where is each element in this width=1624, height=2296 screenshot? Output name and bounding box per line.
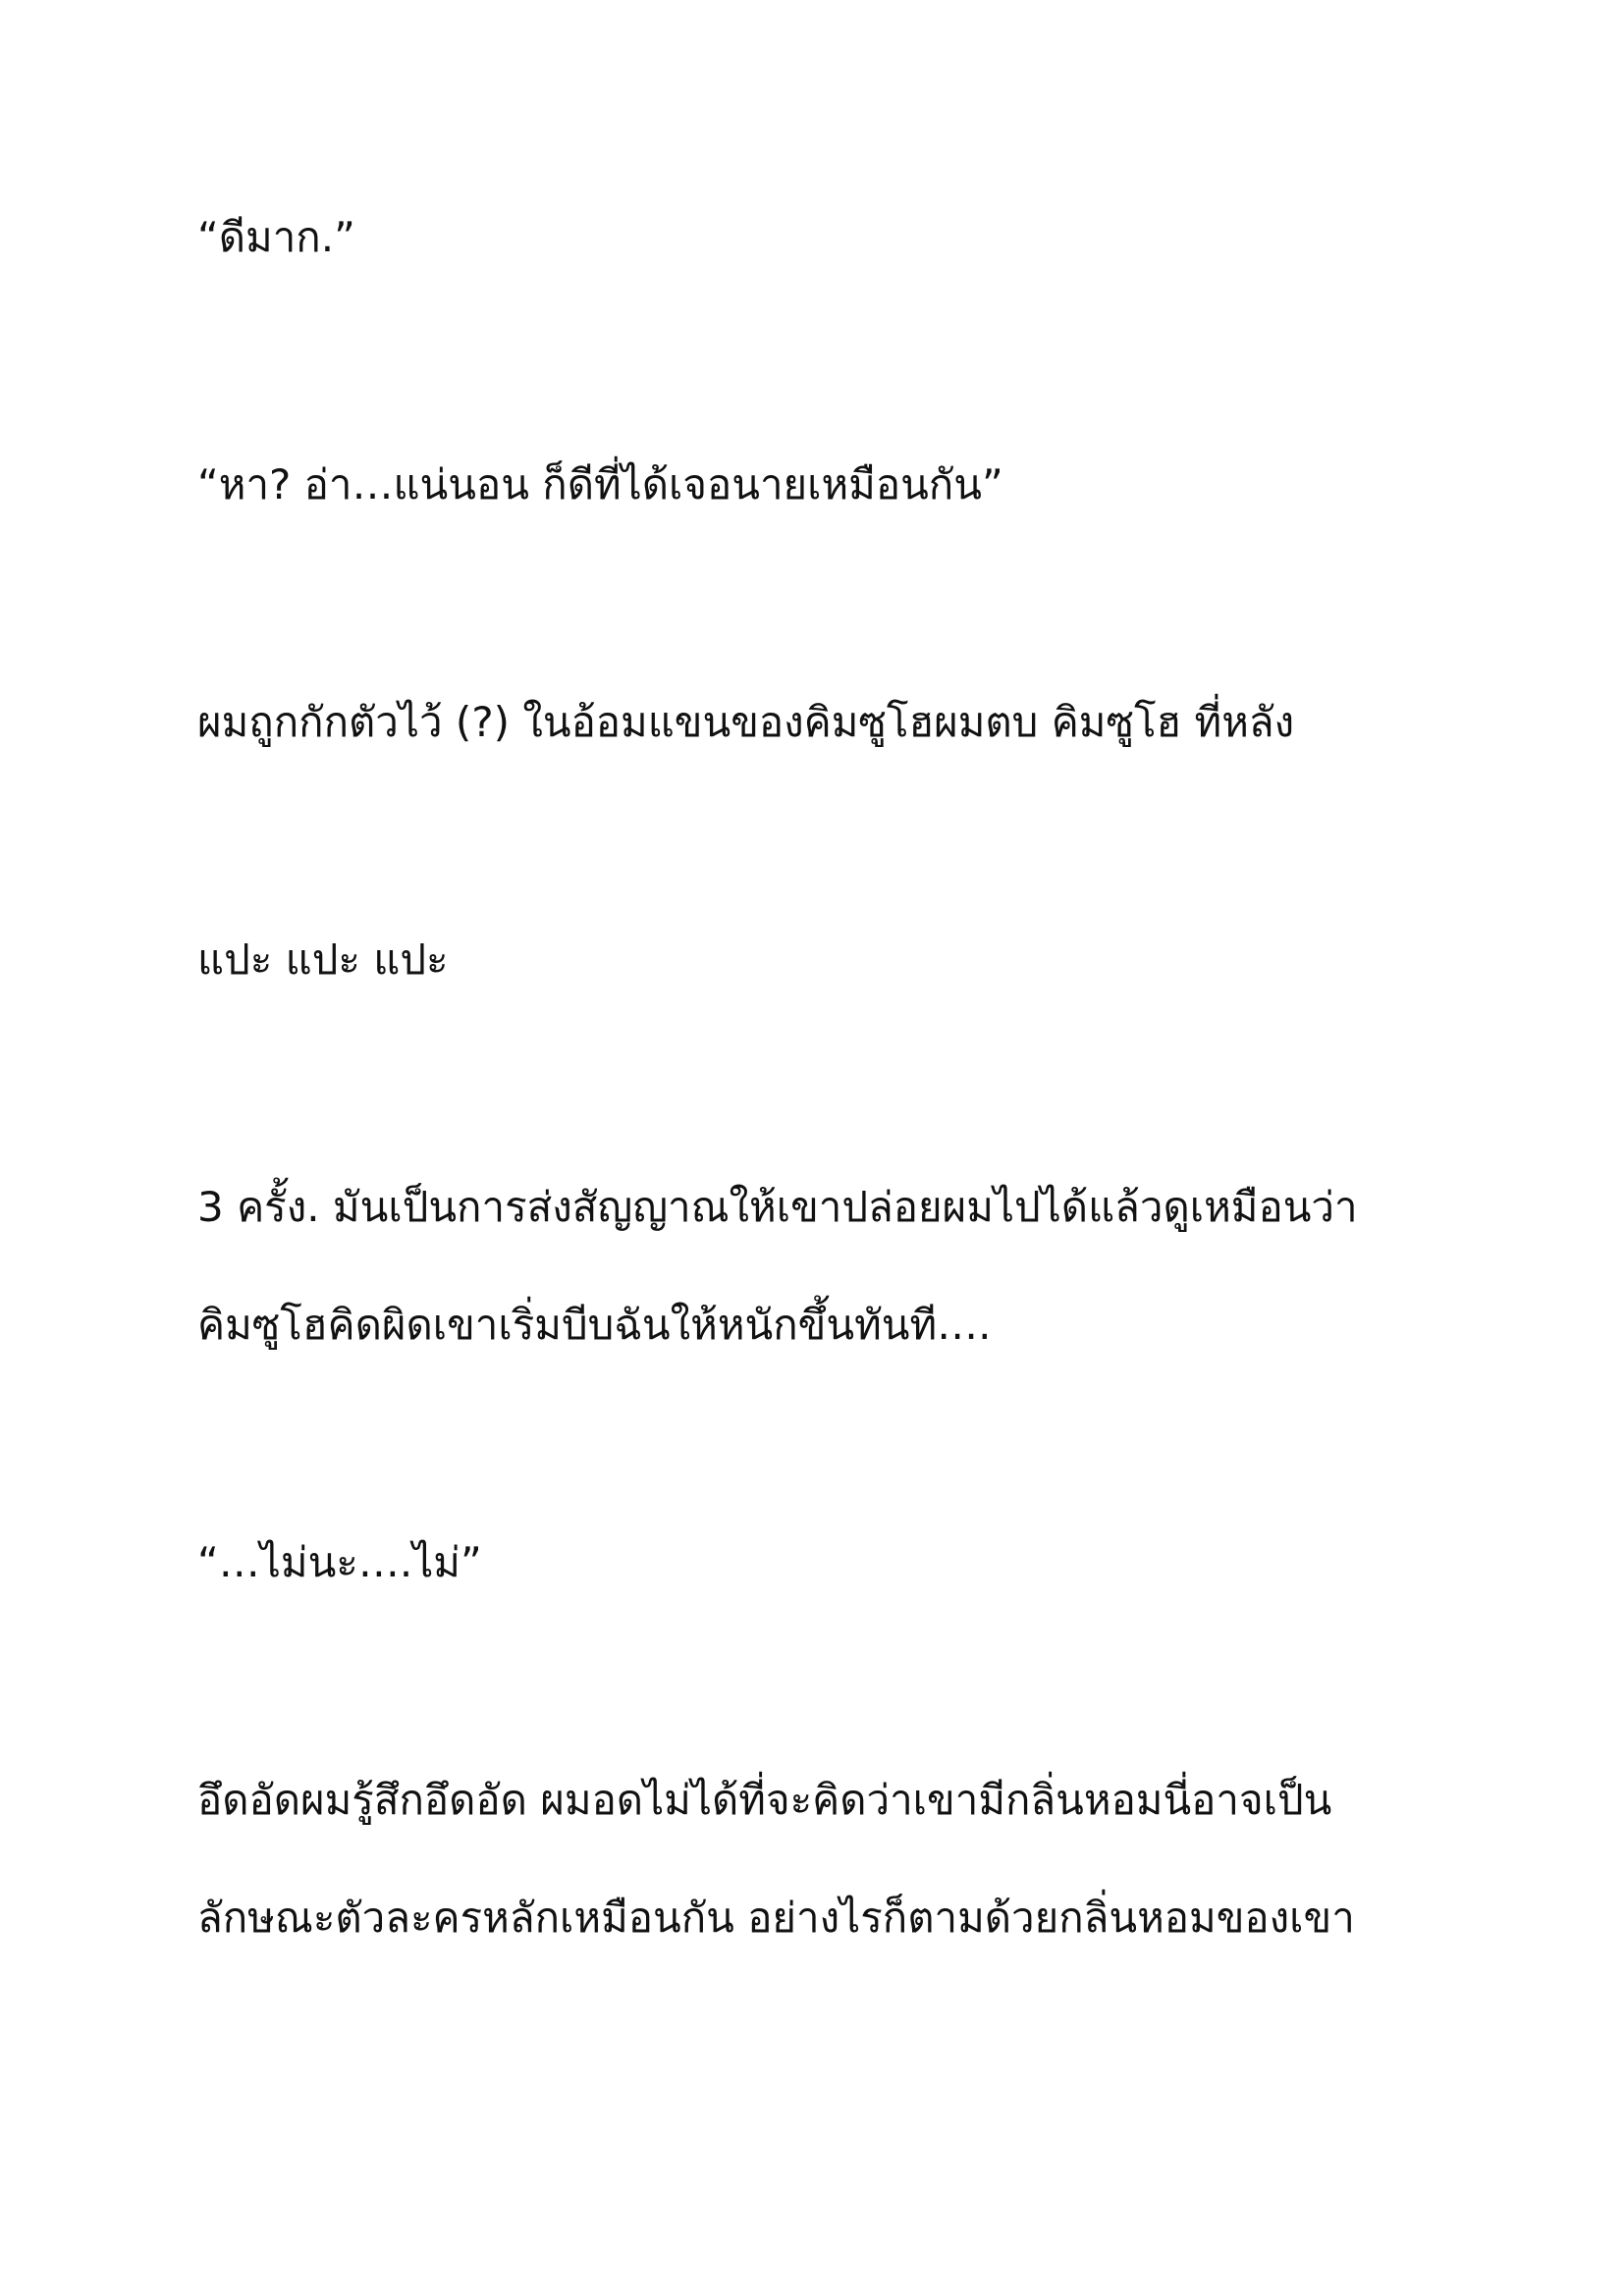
sound-effect-line: แปะ แปะ แปะ <box>197 935 449 984</box>
dialogue-line: “หา? อ่า…แน่นอน ก็ดีที่ได้เจอนายเหมือนกัน” <box>197 460 1003 508</box>
narration-line: ผมถูกกักตัวไว้ (?) ในอ้อมแขนของคิมซูโฮผมตบ คิมซูโฮ ที่หลัง <box>197 698 1295 746</box>
narration-line: ลักษณะตัวละครหลักเหมือนกัน อย่างไรก็ตามด้วยกลิ่นหอมของเขา <box>197 1894 1355 1942</box>
dialogue-line: “…ไม่นะ….ไม่” <box>197 1538 482 1586</box>
dialogue-line: “ดีมาก.” <box>197 213 355 261</box>
narration-line: 3 ครั้ง. มันเป็นการส่งสัญญาณให้เขาปล่อยผมไปได้แล้วดูเหมือนว่า <box>197 1183 1358 1231</box>
narration-line: คิมซูโฮคิดผิดเขาเริ่มบีบฉันให้หนักขึ้นทันที…. <box>197 1301 992 1349</box>
narration-line: อึดอัดผมรู้สึกอึดอัด ผมอดไม่ได้ที่จะคิดว่าเขามีกลิ่นหอมนี่อาจเป็น <box>197 1776 1332 1824</box>
